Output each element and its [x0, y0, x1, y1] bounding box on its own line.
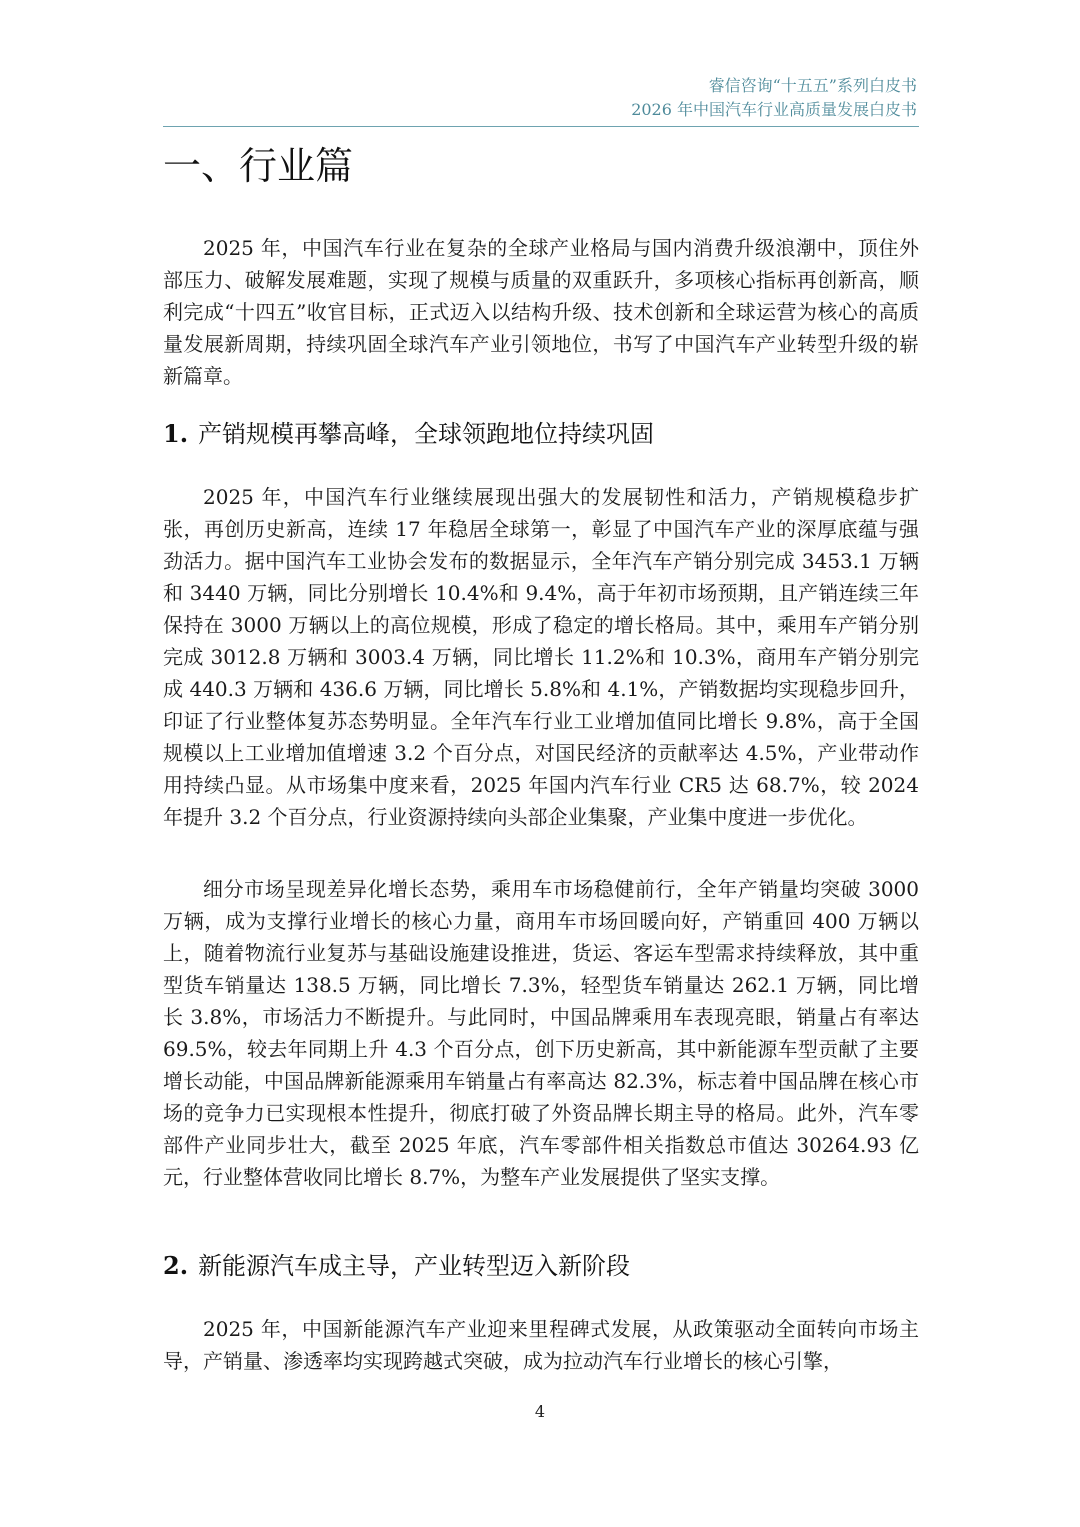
section-heading-2 [163, 1248, 630, 1284]
running-header [631, 74, 917, 122]
intro-paragraph: 2025 年，中国汽车行业在复杂的全球产业格局与国内消费升级浪潮中，顶住外部压力、破解发展难题，实现了规模与质量的双重跃升，多项核心指标再创新高，顺利完成“十四五”收官目标，正式迈入以结构升级、技术创新和全球运营为核心的高质量发展新周期，持续巩固全球汽车产业引领地位，书写了中国汽车产业转型升级的崭新篇章。 [163, 236, 919, 388]
section-number: 1. [163, 419, 189, 448]
section-heading-1 [163, 416, 654, 452]
header-divider [163, 126, 919, 127]
section-2-paragraph-1: 2025 年，中国新能源汽车产业迎来里程碑式发展，从政策驱动全面转向市场主导，产销量、渗透率均实现跨越式突破，成为拉动汽车行业增长的核心引擎， [163, 1317, 919, 1373]
header-document-title: 2026 年中国汽车行业高质量发展白皮书 [631, 100, 917, 119]
chapter-title: 一、行业篇 [163, 144, 354, 188]
section-1-paragraph-1: 2025 年，中国汽车行业继续展现出强大的发展韧性和活力，产销规模稳步扩张，再创历史新高，连续 17 年稳居全球第一，彰显了中国汽车产业的深厚底蕴与强劲活力。据中国汽车工业协会发布的数据显示，全年汽车产销分别完成 3453.1 万辆和 3440 万辆，同比分别增长 10.4%和 9.4%，高于年初市场预期，且产销连续三年保持在 3000 万辆以上的高位规模，形成了稳定的增长格局。其中，乘用车产销分别完成 3012.8 万辆和 3003.4 万辆，同比增长 11.2%和 10.3%，商用车产销分别完成 440.3 万辆和 436.6 万辆，同比增长 5.8%和 4.1%，产销数据均实现稳步回升，印证了行业整体复苏态势明显。全年汽车行业工业增加值同比增长 9.8%，高于全国规模以上工业增加值增速 3.2 个百分点，对国民经济的贡献率达 4.5%，产业带动作用持续凸显。从市场集中度来看，2025 年国内汽车行业 CR5 达 68.7%，较 2024 年提升 3.2 个百分点，行业资源持续向头部企业集聚，产业集中度进一步优化。 [163, 485, 919, 829]
section-title: 新能源汽车成主导，产业转型迈入新阶段 [198, 1252, 631, 1280]
section-title: 产销规模再攀高峰，全球领跑地位持续巩固 [198, 420, 655, 448]
page-number: 4 [534, 1402, 546, 1421]
header-series-title: 睿信咨询“十五五”系列白皮书 [708, 76, 917, 95]
section-1-paragraph-2: 细分市场呈现差异化增长态势，乘用车市场稳健前行，全年产销量均突破 3000 万辆，成为支撑行业增长的核心力量，商用车市场回暖向好，产销重回 400 万辆以上，随着物流行业复苏与基础设施建设推进，货运、客运车型需求持续释放，其中重型货车销量达 138.5 万辆，同比增长 7.3%，轻型货车销量达 262.1 万辆，同比增长 3.8%，市场活力不断提升。与此同时，中国品牌乘用车表现亮眼，销量占有率达 69.5%，较去年同期上升 4.3 个百分点，创下历史新高，其中新能源车型贡献了主要增长动能，中国品牌新能源乘用车销量占有率高达 82.3%，标志着中国品牌在核心市场的竞争力已实现根本性提升，彻底打破了外资品牌长期主导的格局。此外，汽车零部件产业同步壮大，截至 2025 年底，汽车零部件相关指数总市值达 30264.93 亿元，行业整体营收同比增长 8.7%，为整车产业发展提供了坚实支撑。 [163, 877, 919, 1189]
section-number: 2. [163, 1251, 189, 1280]
